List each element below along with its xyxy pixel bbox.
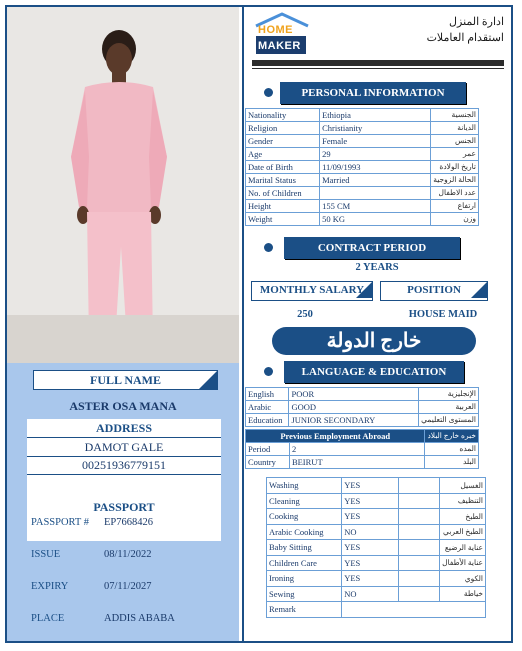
skill-row	[267, 524, 486, 540]
skill-value: YES	[342, 571, 399, 587]
language-table	[245, 387, 479, 427]
row-value: BEIRUT	[289, 456, 425, 469]
table-row	[246, 109, 479, 122]
row-value: POOR	[289, 388, 419, 401]
personal-info-header: PERSONAL INFORMATION	[280, 82, 466, 104]
skill-row	[267, 586, 486, 602]
table-row	[246, 213, 479, 226]
row-label: Religion	[246, 122, 320, 135]
row-label: Marital Status	[246, 174, 320, 187]
personal-info-table	[245, 108, 479, 226]
skill-label: Washing	[267, 478, 342, 494]
previous-employment-header-ar: خبره خارج البلاد	[425, 430, 479, 443]
row-value: 155 CM	[320, 200, 431, 213]
row-label-arabic: تاريخ الولادة	[431, 161, 479, 174]
skill-label-arabic: الطبخ العربي	[440, 524, 486, 540]
table-row	[246, 388, 479, 401]
monthly-salary-label-box	[251, 281, 373, 301]
table-row	[246, 174, 479, 187]
skill-label: Cleaning	[267, 493, 342, 509]
table-row	[246, 148, 479, 161]
logo-maker-text: MAKER	[258, 40, 301, 52]
person-illustration	[7, 7, 239, 363]
home-maker-logo	[252, 12, 312, 58]
row-label: Gender	[246, 135, 320, 148]
passport-value: ADDIS ABABA	[104, 613, 175, 624]
row-label: Arabic	[246, 401, 289, 414]
row-label: Age	[246, 148, 320, 161]
passport-label: PASSPORT	[93, 500, 155, 514]
header-divider	[252, 60, 504, 66]
passport-row	[27, 507, 221, 539]
row-label: Period	[246, 443, 290, 456]
row-label: Height	[246, 200, 320, 213]
skill-spacer	[399, 524, 440, 540]
header-divider-thin	[252, 68, 504, 69]
row-label-arabic: العربية	[419, 401, 479, 414]
row-value: Christianity	[320, 122, 431, 135]
salary-value: 250	[297, 309, 313, 320]
logo-home-text: HOME	[258, 24, 293, 36]
skill-spacer	[399, 540, 440, 556]
passport-row	[27, 603, 221, 635]
skill-label: Ironing	[267, 571, 342, 587]
skill-spacer	[399, 571, 440, 587]
row-value: 50 KG	[320, 213, 431, 226]
remark-label: Remark	[267, 602, 342, 618]
row-label-arabic: عدد الاطفال	[431, 187, 479, 200]
skill-spacer	[399, 478, 440, 494]
previous-employment-header-row	[246, 430, 479, 443]
skill-value: NO	[342, 524, 399, 540]
remark-value	[342, 602, 486, 618]
row-value: JUNIOR SECONDARY	[289, 414, 419, 427]
skill-label-arabic: خياطة	[440, 586, 486, 602]
passport-details	[27, 499, 221, 634]
skill-label: Baby Sitting	[267, 540, 342, 556]
skill-row	[267, 571, 486, 587]
position-label-box	[380, 281, 488, 301]
skill-row	[267, 555, 486, 571]
full-name-label: FULL NAME	[89, 373, 161, 387]
address-label: ADDRESS	[27, 419, 221, 438]
table-row	[246, 161, 479, 174]
skill-label: Sewing	[267, 586, 342, 602]
remark-row	[267, 602, 486, 618]
arabic-title-line-2: استقدام العاملات	[426, 32, 504, 44]
section-bullet	[264, 88, 273, 97]
skills-table	[266, 477, 486, 618]
skill-label-arabic: الغسيل	[440, 478, 486, 494]
table-row	[246, 122, 479, 135]
skill-label-arabic: الكوي	[440, 571, 486, 587]
passport-key: PLACE	[31, 613, 65, 624]
language-education-header: LANGUAGE & EDUCATION	[284, 361, 464, 383]
skill-label-arabic: عناية الرضيع	[440, 540, 486, 556]
row-label-arabic: البلد	[425, 456, 479, 469]
skill-spacer	[399, 586, 440, 602]
photo-floor	[7, 315, 239, 363]
row-label-arabic: الجنس	[431, 135, 479, 148]
row-label-arabic: ارتفاع	[431, 200, 479, 213]
table-row	[246, 401, 479, 414]
skill-label-arabic: عناية الأطفال	[440, 555, 486, 571]
row-value: GOOD	[289, 401, 419, 414]
position-value: HOUSE MAID	[408, 309, 478, 320]
corner-triangle	[356, 282, 372, 298]
passport-row	[27, 571, 221, 603]
row-label-arabic: المستوى التعليمي	[419, 414, 479, 427]
skill-spacer	[399, 555, 440, 571]
skill-spacer	[399, 509, 440, 525]
row-label: English	[246, 388, 289, 401]
table-row	[246, 414, 479, 427]
monthly-salary-label: MONTHLY SALARY	[259, 284, 365, 296]
row-label-arabic: عمر	[431, 148, 479, 161]
full-name-value: ASTER OSA MANA	[69, 399, 177, 413]
row-label: Country	[246, 456, 290, 469]
row-value: 2	[289, 443, 425, 456]
corner-triangle	[471, 282, 487, 298]
row-value: Ethiopia	[320, 109, 431, 122]
row-label-arabic: الإنجليزية	[419, 388, 479, 401]
row-label: Weight	[246, 213, 320, 226]
section-bullet	[264, 243, 273, 252]
left-info-panel	[7, 363, 239, 641]
row-value: Married	[320, 174, 431, 187]
corner-triangle	[199, 371, 217, 389]
abroad-badge: خارج الدولة	[272, 327, 476, 355]
table-row	[246, 187, 479, 200]
row-label-arabic: المده	[425, 443, 479, 456]
candidate-photo	[7, 7, 239, 363]
row-label-arabic: وزن	[431, 213, 479, 226]
skill-label: Arabic Cooking	[267, 524, 342, 540]
table-row	[246, 135, 479, 148]
skill-value: NO	[342, 586, 399, 602]
skill-label-arabic: التنظيف	[440, 493, 486, 509]
row-label-arabic: الجنسية	[431, 109, 479, 122]
row-value: 11/09/1993	[320, 161, 431, 174]
row-label: No. of Children	[246, 187, 320, 200]
address-line-1: DAMOT GALE	[27, 439, 221, 457]
passport-key: EXPIRY	[31, 581, 69, 592]
passport-key: ISSUE	[31, 549, 61, 560]
table-row	[246, 200, 479, 213]
passport-key: PASSPORT #	[31, 517, 90, 528]
row-value	[320, 187, 431, 200]
table-row	[246, 443, 479, 456]
skill-row	[267, 540, 486, 556]
arabic-title	[404, 14, 504, 46]
row-value: 29	[320, 148, 431, 161]
position-label: POSITION	[407, 284, 461, 296]
skill-value: YES	[342, 509, 399, 525]
contract-period-header: CONTRACT PERIOD	[284, 237, 460, 259]
row-label-arabic: الديانة	[431, 122, 479, 135]
row-label: Date of Birth	[246, 161, 320, 174]
table-row	[246, 456, 479, 469]
skill-row	[267, 478, 486, 494]
passport-value: 08/11/2022	[104, 549, 152, 560]
row-label: Education	[246, 414, 289, 427]
skill-row	[267, 493, 486, 509]
passport-row	[27, 539, 221, 571]
previous-employment-header: Previous Employment Abroad	[246, 430, 425, 443]
full-name-label-box	[33, 370, 218, 390]
skill-label: Children Care	[267, 555, 342, 571]
row-label: Nationality	[246, 109, 320, 122]
skill-value: YES	[342, 540, 399, 556]
address-line-2: 00251936779151	[27, 457, 221, 475]
skill-value: YES	[342, 555, 399, 571]
contract-period-value: 2 YEARS	[355, 262, 399, 273]
previous-employment-table	[245, 429, 479, 469]
skill-value: YES	[342, 478, 399, 494]
skill-row	[267, 509, 486, 525]
arabic-title-line-1: ادارة المنزل	[449, 16, 504, 28]
skill-label: Cooking	[267, 509, 342, 525]
section-bullet	[264, 367, 273, 376]
skill-value: YES	[342, 493, 399, 509]
left-column	[7, 7, 239, 641]
row-label-arabic: الحالة الزوجية	[431, 174, 479, 187]
passport-value: EP7668426	[104, 517, 154, 528]
passport-value: 07/11/2027	[104, 581, 152, 592]
skill-label-arabic: الطبخ	[440, 509, 486, 525]
skill-spacer	[399, 493, 440, 509]
row-value: Female	[320, 135, 431, 148]
